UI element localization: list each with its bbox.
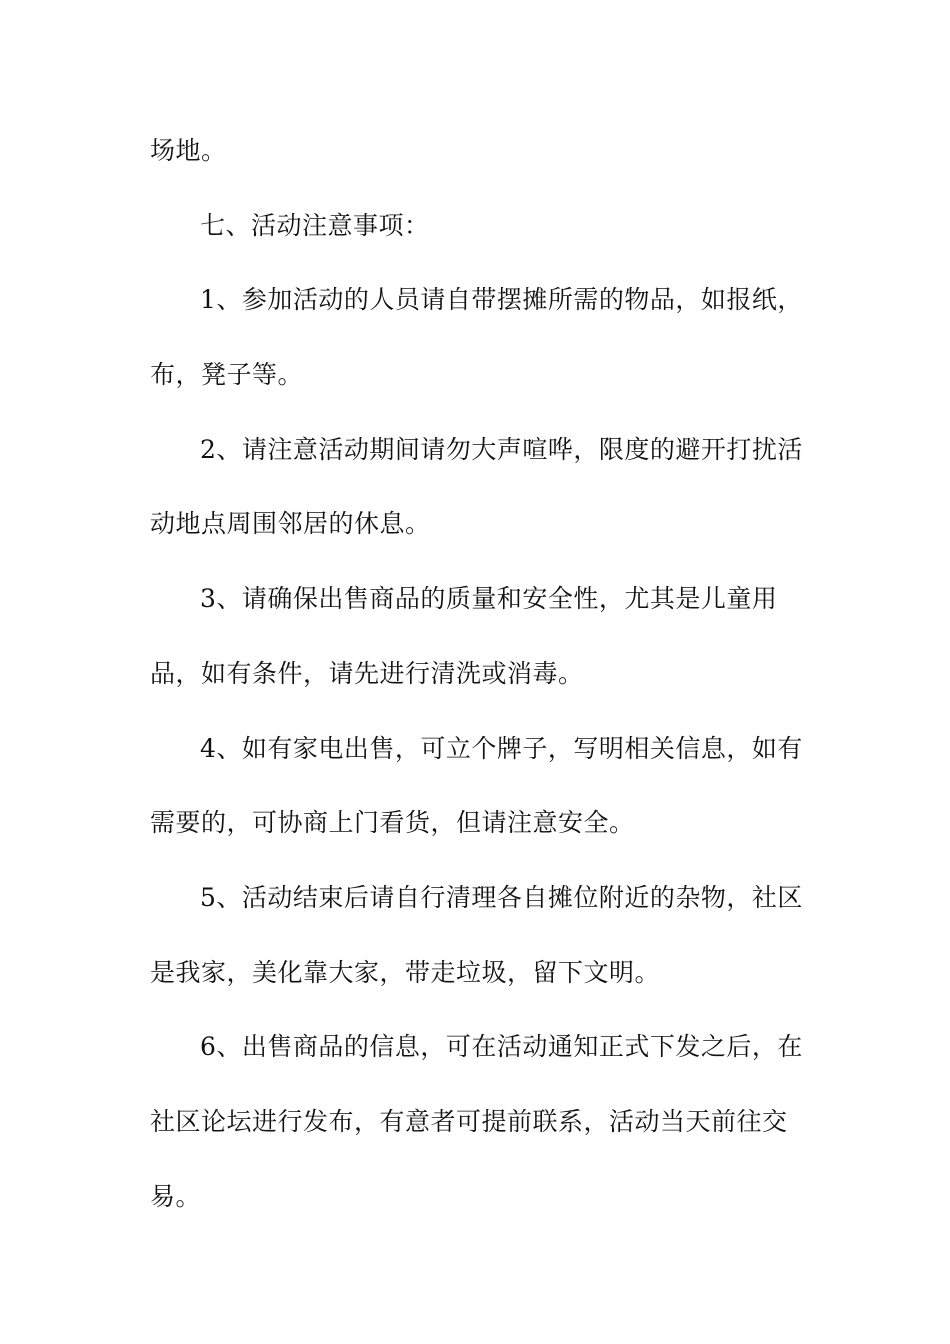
text-line: 动地点周围邻居的休息。 (150, 509, 431, 539)
text-line: 易。 (150, 1181, 202, 1211)
text-line: 4、如有家电出售，可立个牌子，写明相关信息，如有 (200, 733, 803, 763)
text-line: 3、请确保出售商品的质量和安全性，尤其是儿童用 (200, 584, 778, 614)
document-body (150, 114, 802, 1234)
text-line: 5、活动结束后请自行清理各自摊位附近的杂物，社区 (200, 882, 803, 912)
text-line: 需要的，可协商上门看货，但请注意安全。 (150, 808, 635, 838)
text-line: 2、请注意活动期间请勿大声喧哗，限度的避开打扰活 (200, 434, 803, 464)
text-line: 布，凳子等。 (150, 360, 304, 390)
section-heading: 七、活动注意事项： (200, 210, 430, 240)
text-line: 是我家，美化靠大家，带走垃圾，留下文明。 (150, 957, 661, 987)
text-line: 品，如有条件，请先进行清洗或消毒。 (150, 658, 584, 688)
text-line: 6、出售商品的信息，可在活动通知正式下发之后，在 (200, 1032, 803, 1062)
text-line: 1、参加活动的人员请自带摆摊所需的物品，如报纸， (200, 285, 803, 315)
text-line: 场地。 (150, 136, 227, 165)
text-line: 社区论坛进行发布，有意者可提前联系，活动当天前往交 (150, 1106, 788, 1136)
